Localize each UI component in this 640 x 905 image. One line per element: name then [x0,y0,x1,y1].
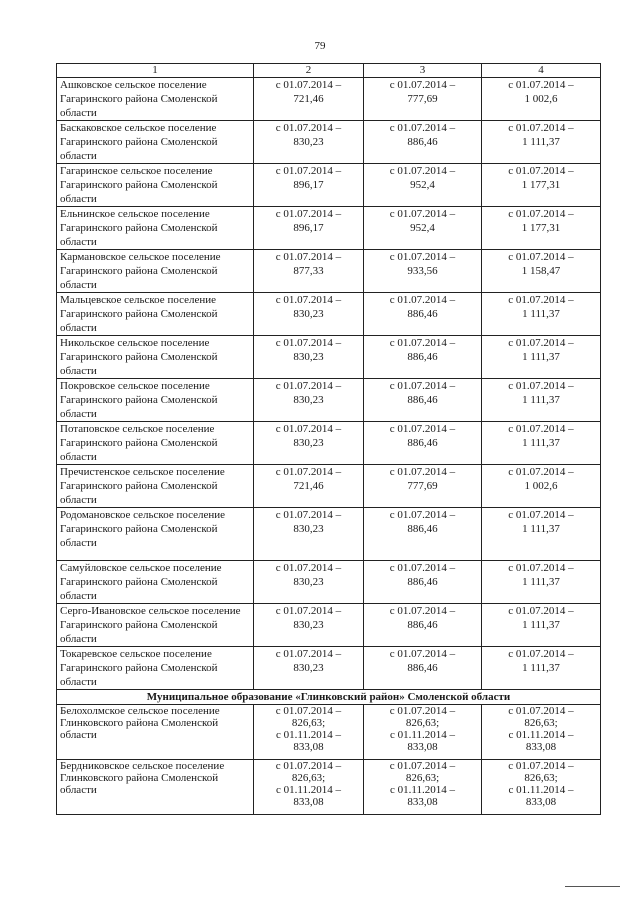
tariff-cell-c4 [482,760,601,815]
tariff-line: 886,46 [407,351,438,363]
settlement-name: Родомановское сельское поселение Гагаринского района Смоленской области [57,508,254,561]
tariff-line: с 01.07.2014 – [275,605,342,617]
table-row [57,379,601,422]
tariff-line: 1 111,37 [522,619,560,631]
tariff-line: 1 111,37 [522,523,560,535]
tariff-line: с 01.07.2014 – [389,165,456,177]
tariff-line: с 01.07.2014 – [275,466,342,478]
tariff-line: 826,63; [405,717,440,729]
settlement-name: Ельнинское сельское поселение Гагаринского района Смоленской области [57,207,254,250]
tariff-line: с 01.07.2014 – [389,337,456,349]
tariff-line: 886,46 [407,394,438,406]
tariff-line: с 01.11.2014 – [390,729,455,741]
tariff-cell-c3 [364,561,482,604]
tariff-cell-c4 [482,78,601,121]
tariff-line: 1 002,6 [524,480,558,492]
tariff-line: с 01.07.2014 – [275,705,342,717]
tariff-cell-c3 [364,293,482,336]
settlement-name: Серго-Ивановское сельское поселение Гагаринского района Смоленской области [57,604,254,647]
tariff-line: с 01.07.2014 – [508,122,574,134]
tariff-line: с 01.11.2014 – [276,729,341,741]
tariff-line: с 01.07.2014 – [389,79,456,91]
tariff-line: 830,23 [293,437,324,449]
settlement-name: Белохолмское сельское поселение Глинковского района Смоленской области [57,705,254,760]
tariff-line: с 01.07.2014 – [508,509,574,521]
settlement-name: Баскаковское сельское поселение Гагаринского района Смоленской области [57,121,254,164]
tariff-cell-c2 [254,336,364,379]
tariff-cell-c4 [482,250,601,293]
tariff-line: 830,23 [293,308,324,320]
tariff-cell-c4 [482,336,601,379]
tariff-cell-c2 [254,760,364,815]
tariff-line: с 01.07.2014 – [508,165,574,177]
header-col-4: 4 [482,64,601,78]
tariff-cell-c4 [482,561,601,604]
tariff-line: 833,08 [525,741,557,753]
tariff-line: 886,46 [407,576,438,588]
tariff-line: 777,69 [407,93,438,105]
tariff-cell-c2 [254,465,364,508]
tariff-line: с 01.11.2014 – [508,729,574,741]
tariff-line: 833,08 [293,796,324,808]
tariff-cell-c4 [482,379,601,422]
table-row [57,561,601,604]
tariff-line: 833,08 [525,796,557,808]
table-row [57,336,601,379]
settlement-name: Токаревское сельское поселение Гагаринского района Смоленской области [57,647,254,690]
tariff-line: с 01.07.2014 – [389,251,456,263]
tariff-line: с 01.07.2014 – [275,165,342,177]
tariff-cell-c3 [364,121,482,164]
section-title: Муниципальное образование «Глинковский район» Смоленской области [57,690,601,705]
section-row [57,690,601,705]
tariff-line: с 01.07.2014 – [275,509,342,521]
tariff-line: с 01.07.2014 – [275,79,342,91]
tariff-line: 886,46 [407,523,438,535]
tariff-cell-c3 [364,604,482,647]
tariff-cell-c2 [254,78,364,121]
tariff-line: 1 177,31 [521,179,561,191]
tariff-cell-c2 [254,379,364,422]
tariff-cell-c3 [364,508,482,561]
tariff-line: с 01.07.2014 – [389,423,456,435]
tariff-line: 1 111,37 [522,662,560,674]
tariff-line: 777,69 [407,480,438,492]
settlement-name: Потаповское сельское поселение Гагаринского района Смоленской области [57,422,254,465]
tariff-cell-c3 [364,336,482,379]
tariff-line: 1 111,37 [522,394,560,406]
table-body [57,78,601,815]
settlement-name: Ашковское сельское поселение Гагаринского района Смоленской области [57,78,254,121]
tariff-line: с 01.07.2014 – [275,380,342,392]
tariff-cell-c2 [254,121,364,164]
tariff-cell-c4 [482,465,601,508]
tariff-line: 830,23 [293,523,324,535]
tariff-line: 886,46 [407,136,438,148]
tariff-line: 826,63; [291,772,326,784]
tariff-line: с 01.07.2014 – [275,423,342,435]
tariff-line: 1 111,37 [522,308,560,320]
tariff-cell-c2 [254,422,364,465]
tariff-cell-c2 [254,561,364,604]
tariff-line: с 01.07.2014 – [389,509,456,521]
tariff-cell-c3 [364,164,482,207]
settlement-name: Никольское сельское поселение Гагаринского района Смоленской области [57,336,254,379]
tariff-line: 896,17 [293,222,324,234]
tariff-line: 721,46 [293,93,324,105]
tariff-line: 826,63; [524,717,558,729]
tariff-cell-c4 [482,604,601,647]
tariff-line: с 01.07.2014 – [275,251,342,263]
tariff-cell-c2 [254,207,364,250]
tariff-line: 830,23 [293,662,324,674]
header-col-2: 2 [254,64,364,78]
tariff-line: с 01.07.2014 – [389,760,456,772]
tariff-line: 833,08 [293,741,324,753]
tariff-cell-c4 [482,164,601,207]
tariff-line: 830,23 [293,576,324,588]
tariff-line: 833,08 [407,796,438,808]
tariff-line: 830,23 [293,394,324,406]
tariff-line: 1 111,37 [522,136,560,148]
table-row [57,647,601,690]
tariff-line: 826,63; [524,772,558,784]
tariff-line: с 01.07.2014 – [389,208,456,220]
tariff-line: 1 158,47 [521,265,561,277]
tariff-line: с 01.07.2014 – [275,294,342,306]
tariff-cell-c3 [364,250,482,293]
tariff-cell-c4 [482,293,601,336]
tariff-cell-c4 [482,647,601,690]
tariff-line: с 01.07.2014 – [508,294,574,306]
page-number: 79 [314,40,326,52]
tariff-line: 896,17 [293,179,324,191]
tariff-cell-c3 [364,207,482,250]
table-row [57,293,601,336]
tariff-line: с 01.07.2014 – [508,380,574,392]
table-row [57,422,601,465]
tariff-line: с 01.07.2014 – [389,605,456,617]
tariff-line: с 01.07.2014 – [275,562,342,574]
tariff-line: 1 111,37 [522,351,560,363]
tariff-line: 833,08 [407,741,438,753]
footer-rule [565,886,620,887]
tariff-cell-c2 [254,293,364,336]
tariff-line: 952,4 [410,222,435,234]
tariff-line: 886,46 [407,437,438,449]
table-row [57,250,601,293]
tariff-cell-c4 [482,207,601,250]
settlement-name: Самуйловское сельское поселение Гагаринского района Смоленской области [57,561,254,604]
tariff-cell-c3 [364,379,482,422]
settlement-name: Гагаринское сельское поселение Гагаринского района Смоленской области [57,164,254,207]
tariff-line: 721,46 [293,480,324,492]
tariff-cell-c3 [364,78,482,121]
tariff-line: с 01.11.2014 – [508,784,574,796]
tariff-line: 1 177,31 [521,222,561,234]
table-row [57,760,601,815]
tariff-line: с 01.07.2014 – [275,760,342,772]
tariff-cell-c4 [482,121,601,164]
tariff-line: с 01.07.2014 – [508,251,574,263]
tariff-cell-c3 [364,422,482,465]
tariff-line: 1 002,6 [524,93,558,105]
tariff-line: с 01.07.2014 – [275,648,342,660]
tariff-line: 877,33 [293,265,324,277]
tariff-line: с 01.07.2014 – [389,294,456,306]
table-header [57,64,601,78]
settlement-name: Кармановское сельское поселение Гагаринского района Смоленской области [57,250,254,293]
tariff-cell-c2 [254,250,364,293]
table-row [57,465,601,508]
settlement-name: Пречистенское сельское поселение Гагаринского района Смоленской области [57,465,254,508]
tariff-line: с 01.07.2014 – [508,605,574,617]
tariff-cell-c4 [482,422,601,465]
tariff-cell-c3 [364,705,482,760]
tariff-line: с 01.07.2014 – [508,648,574,660]
settlement-name: Бердниковское сельское поселение Глинковского района Смоленской области [57,760,254,815]
settlement-name: Мальцевское сельское поселение Гагаринского района Смоленской области [57,293,254,336]
tariff-line: с 01.07.2014 – [275,337,342,349]
table-row [57,604,601,647]
tariff-cell-c3 [364,465,482,508]
tariff-line: 952,4 [410,179,435,191]
tariff-cell-c4 [482,705,601,760]
tariff-line: с 01.07.2014 – [275,208,342,220]
tariff-line: 1 111,37 [522,576,560,588]
tariff-cell-c2 [254,604,364,647]
tariff-line: 826,63; [291,717,326,729]
tariff-cell-c2 [254,164,364,207]
tariff-line: 886,46 [407,662,438,674]
tariff-line: с 01.07.2014 – [508,562,574,574]
tariff-line: с 01.07.2014 – [508,466,574,478]
tariff-line: 886,46 [407,308,438,320]
tariff-line: 933,56 [407,265,438,277]
tariff-line: с 01.07.2014 – [389,562,456,574]
tariff-line: 830,23 [293,351,324,363]
tariff-line: с 01.07.2014 – [275,122,342,134]
tariff-line: с 01.07.2014 – [389,705,456,717]
tariff-line: с 01.07.2014 – [508,423,574,435]
tariff-line: 830,23 [293,136,324,148]
tariff-line: с 01.11.2014 – [276,784,341,796]
tariff-cell-c2 [254,508,364,561]
tariff-line: с 01.07.2014 – [508,337,574,349]
tariff-line: 886,46 [407,619,438,631]
tariff-line: с 01.07.2014 – [389,466,456,478]
tariff-cell-c2 [254,705,364,760]
tariff-cell-c2 [254,647,364,690]
tariff-line: с 01.07.2014 – [389,380,456,392]
tariff-cell-c3 [364,760,482,815]
header-col-3: 3 [364,64,482,78]
tariff-line: с 01.07.2014 – [508,79,574,91]
tariff-table [56,63,601,815]
settlement-name: Покровское сельское поселение Гагаринского района Смоленской области [57,379,254,422]
table-row [57,164,601,207]
table-row [57,78,601,121]
table-row [57,207,601,250]
tariff-line: 826,63; [405,772,440,784]
tariff-line: с 01.11.2014 – [390,784,455,796]
tariff-line: с 01.07.2014 – [389,648,456,660]
tariff-cell-c4 [482,508,601,561]
tariff-line: 1 111,37 [522,437,560,449]
table-row [57,121,601,164]
tariff-cell-c3 [364,647,482,690]
table-row [57,508,601,561]
tariff-line: с 01.07.2014 – [508,760,574,772]
tariff-line: с 01.07.2014 – [508,705,574,717]
tariff-line: с 01.07.2014 – [508,208,574,220]
tariff-line: 830,23 [293,619,324,631]
header-col-1: 1 [57,64,254,78]
tariff-line: с 01.07.2014 – [389,122,456,134]
table-row [57,705,601,760]
